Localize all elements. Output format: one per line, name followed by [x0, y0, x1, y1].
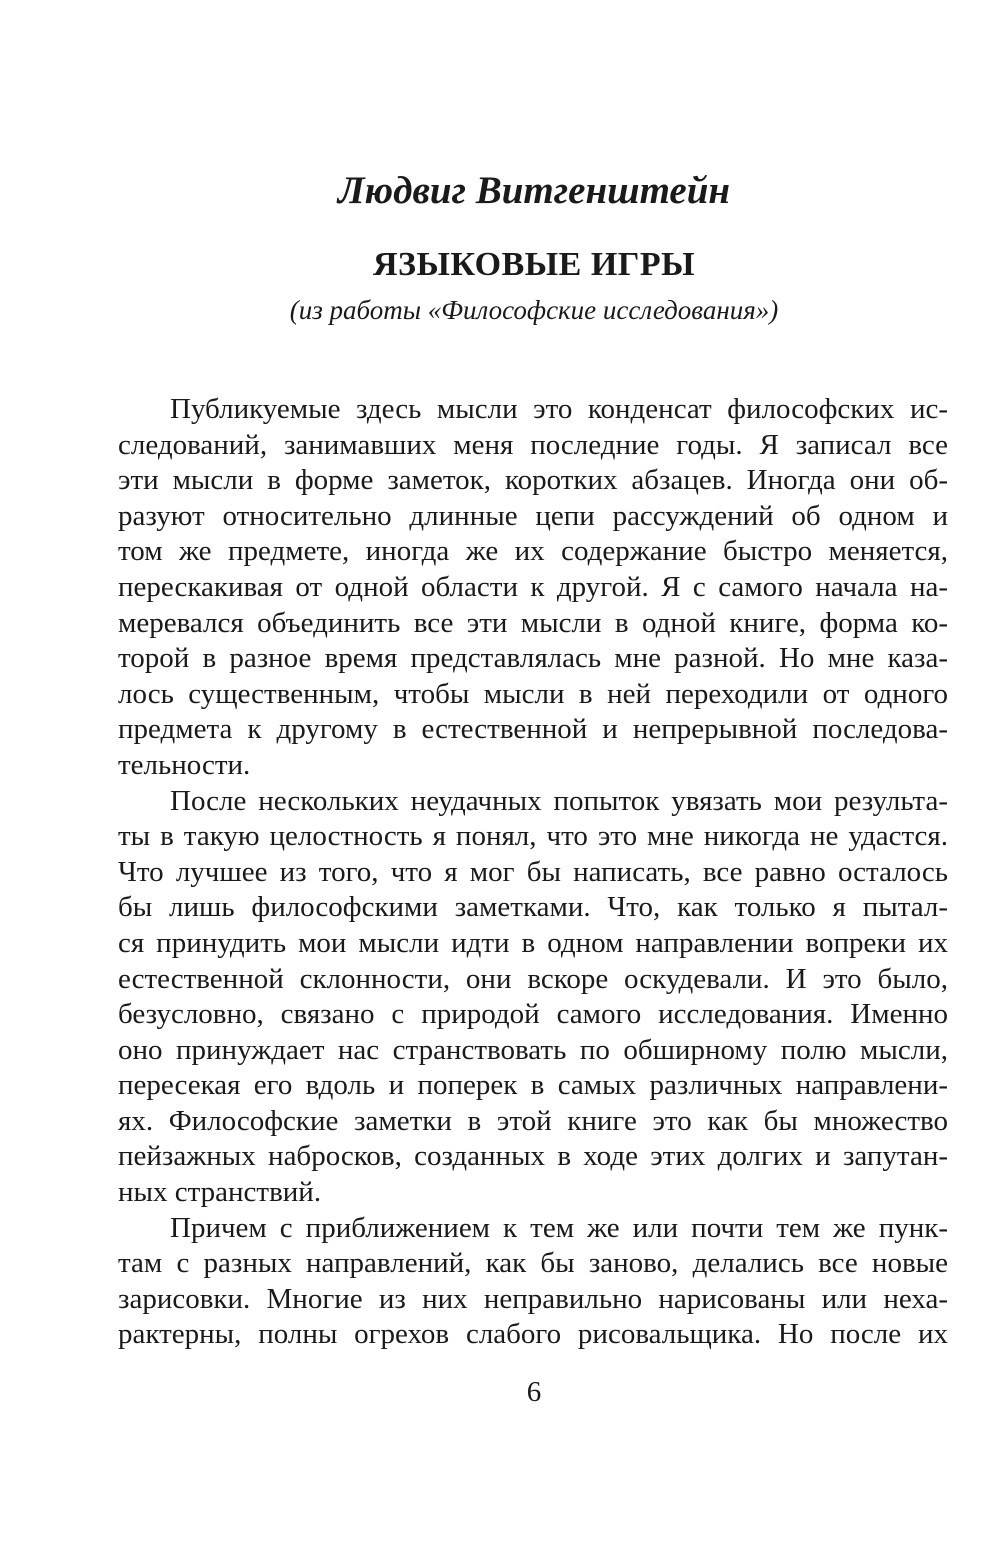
- text-line: эти мысли в форме заметок, коротких абзацев. Иногда они об-: [118, 464, 948, 497]
- text-line: пересекая его вдоль и поперек в самых различных направлени-: [118, 1069, 948, 1102]
- text-line: там с разных направлений, как бы заново, делались все новые: [118, 1247, 948, 1280]
- text-line: Публикуемые здесь мысли это конденсат философских ис-: [170, 393, 948, 425]
- text-line: оно принуждает нас странствовать по обширному полю мысли,: [118, 1033, 948, 1066]
- text-line: следований, занимавших меня последние годы. Я записал все: [118, 428, 948, 461]
- body-text: [118, 392, 948, 1353]
- text-line: ты в такую целостность я понял, что это мне никогда не удастся.: [118, 820, 948, 853]
- text-line: тельности.: [118, 748, 251, 781]
- text-line: Что лучшее из того, что я мог бы написать, все равно осталось: [118, 855, 948, 888]
- text-line: Причем с приближением к тем же или почти тем же пунк-: [170, 1211, 948, 1244]
- paragraph: [118, 784, 948, 1211]
- text-line: ся принудить мои мысли идти в одном направлении вопреки их: [118, 926, 948, 959]
- text-line: естественной склонности, они вскоре оскудевали. И это было,: [118, 962, 948, 995]
- paragraph: [118, 392, 948, 784]
- chapter-title: ЯЗЫКОВЫЕ ИГРЫ: [372, 246, 696, 283]
- chapter-subtitle: (из работы «Философские исследования»): [289, 295, 779, 325]
- text-line: ных странствий.: [118, 1176, 322, 1209]
- page-number: 6: [526, 1376, 542, 1408]
- text-line: меревался объединить все эти мысли в одной книге, форма ко-: [118, 606, 948, 639]
- text-line: безусловно, связано с природой самого исследования. Именно: [118, 998, 948, 1031]
- text-line: рактерны, полны огрехов слабого рисовальщика. Но после их: [118, 1318, 948, 1351]
- text-line: ях. Философские заметки в этой книге это как бы множество: [118, 1104, 948, 1137]
- text-line: пейзажных набросков, созданных в ходе этих долгих и запутан-: [118, 1140, 948, 1173]
- text-line: перескакивая от одной области к другой. Я с самого начала на-: [118, 570, 948, 603]
- text-line: торой в разное время представлялась мне разной. Но мне каза-: [118, 642, 948, 675]
- text-line: том же предмете, иногда же их содержание быстро меняется,: [118, 535, 948, 568]
- text-line: бы лишь философскими заметками. Что, как только я пытал-: [118, 891, 948, 924]
- text-line: лось существенным, чтобы мысли в ней переходили от одного: [118, 677, 948, 710]
- paragraph: [118, 1211, 948, 1353]
- text-line: зарисовки. Многие из них неправильно нарисованы или неха-: [118, 1282, 948, 1315]
- text-line: предмета к другому в естественной и непрерывной последова-: [118, 713, 948, 746]
- text-line: После нескольких неудачных попыток увязать мои результа-: [170, 784, 948, 817]
- author-name: Людвиг Витгенштейн: [337, 169, 731, 212]
- text-line: разуют относительно длинные цепи рассуждений об одном и: [118, 499, 948, 532]
